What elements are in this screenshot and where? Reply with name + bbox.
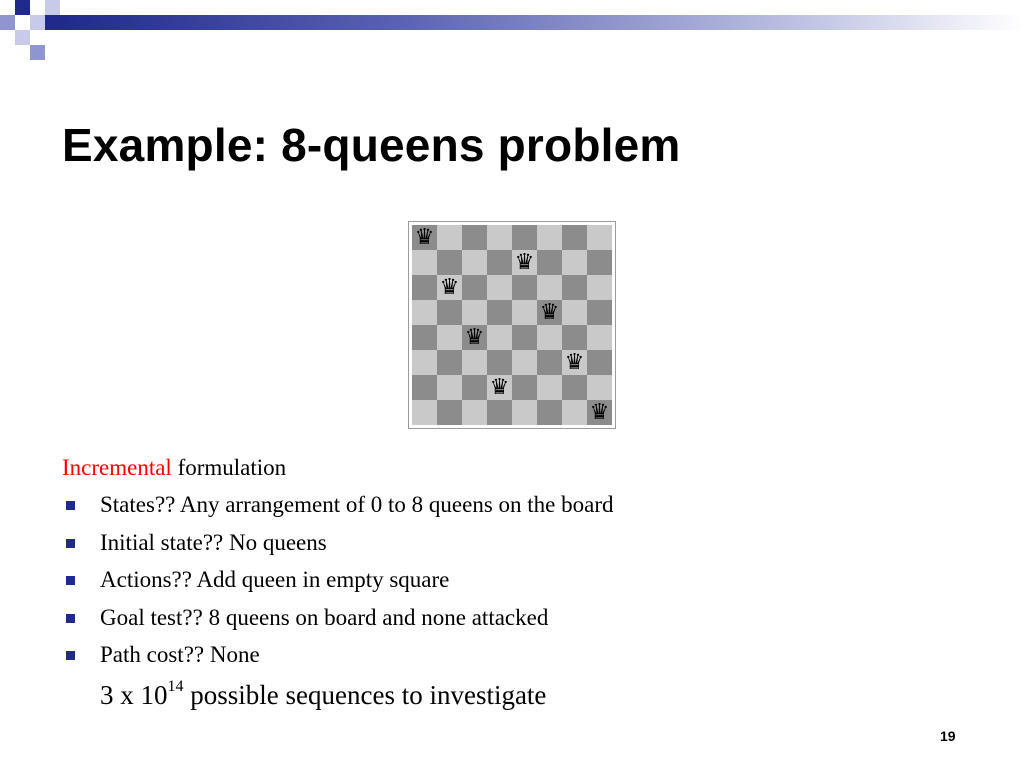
board-square bbox=[487, 325, 512, 350]
bullet-item bbox=[62, 641, 982, 668]
board-square bbox=[562, 250, 587, 275]
chess-queen-icon: ♛ bbox=[589, 400, 610, 425]
header-decoration bbox=[0, 0, 1024, 70]
board-square bbox=[562, 225, 587, 250]
chess-queen-icon: ♛ bbox=[514, 250, 535, 275]
square-bullet-icon bbox=[66, 614, 75, 623]
board-square bbox=[462, 275, 487, 300]
square-bullet-icon bbox=[66, 501, 75, 510]
bullet-text: Initial state?? No queens bbox=[100, 529, 327, 555]
board-square bbox=[437, 350, 462, 375]
slide-title: Example: 8-queens problem bbox=[62, 119, 681, 171]
sequences-suffix: possible sequences to investigate bbox=[183, 680, 547, 710]
bullet-item bbox=[62, 566, 982, 593]
header-gradient-bar bbox=[60, 15, 1024, 30]
board-square bbox=[562, 350, 587, 375]
board-square bbox=[537, 275, 562, 300]
square-bullet-icon bbox=[66, 576, 75, 585]
board-square bbox=[512, 250, 537, 275]
decor-square bbox=[15, 0, 30, 15]
bullet-item bbox=[62, 491, 982, 518]
board-square bbox=[562, 325, 587, 350]
board-square bbox=[462, 350, 487, 375]
board-square bbox=[537, 250, 562, 275]
chess-queen-icon: ♛ bbox=[539, 300, 560, 325]
formulation-heading bbox=[62, 455, 982, 481]
board-square bbox=[462, 375, 487, 400]
decor-square bbox=[0, 15, 15, 30]
board-square bbox=[412, 300, 437, 325]
board-square bbox=[587, 250, 612, 275]
board-square bbox=[562, 300, 587, 325]
page-number: 19 bbox=[940, 728, 956, 744]
board-square bbox=[587, 300, 612, 325]
board-square bbox=[412, 375, 437, 400]
board-square bbox=[437, 250, 462, 275]
board-square bbox=[587, 225, 612, 250]
board-square bbox=[537, 225, 562, 250]
formulation-rest: formulation bbox=[171, 455, 287, 480]
board-square bbox=[412, 250, 437, 275]
board-square bbox=[437, 300, 462, 325]
board-square bbox=[487, 300, 512, 325]
board-square bbox=[487, 350, 512, 375]
board-square bbox=[512, 300, 537, 325]
board-square bbox=[487, 400, 512, 425]
bullet-item bbox=[62, 604, 982, 631]
board-square bbox=[412, 275, 437, 300]
board-square bbox=[462, 250, 487, 275]
chess-queen-icon: ♛ bbox=[464, 325, 485, 350]
bullet-item bbox=[62, 529, 982, 556]
sequences-prefix: 3 x 10 bbox=[100, 680, 168, 710]
board-square bbox=[487, 250, 512, 275]
board-square bbox=[562, 375, 587, 400]
board-square bbox=[437, 225, 462, 250]
board-square bbox=[587, 350, 612, 375]
chessboard bbox=[412, 225, 612, 425]
decor-square bbox=[15, 30, 30, 45]
board-square bbox=[437, 400, 462, 425]
chess-queen-icon: ♛ bbox=[439, 275, 460, 300]
board-square bbox=[437, 275, 462, 300]
board-square bbox=[437, 375, 462, 400]
square-bullet-icon bbox=[66, 539, 75, 548]
board-square bbox=[512, 275, 537, 300]
bullet-text: Goal test?? 8 queens on board and none attacked bbox=[100, 604, 549, 630]
square-bullet-icon bbox=[66, 651, 75, 660]
board-square bbox=[512, 225, 537, 250]
board-square bbox=[462, 300, 487, 325]
formulation-accent-word: Incremental bbox=[62, 455, 172, 480]
board-square bbox=[512, 375, 537, 400]
board-square bbox=[562, 400, 587, 425]
sequences-exponent: 14 bbox=[167, 678, 184, 695]
decor-square bbox=[30, 15, 45, 30]
board-square bbox=[587, 325, 612, 350]
board-square bbox=[412, 225, 437, 250]
board-square bbox=[587, 375, 612, 400]
board-square bbox=[437, 325, 462, 350]
board-square bbox=[537, 400, 562, 425]
board-square bbox=[412, 400, 437, 425]
board-square bbox=[487, 375, 512, 400]
board-square bbox=[512, 325, 537, 350]
board-square bbox=[537, 325, 562, 350]
decor-square bbox=[45, 0, 60, 15]
board-square bbox=[462, 325, 487, 350]
board-square bbox=[462, 225, 487, 250]
board-square bbox=[587, 275, 612, 300]
slide-body bbox=[62, 455, 982, 679]
bullet-text: Actions?? Add queen in empty square bbox=[100, 567, 450, 592]
board-square bbox=[412, 325, 437, 350]
chess-queen-icon: ♛ bbox=[564, 350, 585, 375]
board-square bbox=[562, 275, 587, 300]
board-square bbox=[512, 350, 537, 375]
bullet-text: Path cost?? None bbox=[100, 642, 260, 667]
bullet-list bbox=[62, 491, 982, 668]
board-square bbox=[487, 225, 512, 250]
chessboard-frame bbox=[408, 221, 616, 429]
chess-queen-icon: ♛ bbox=[489, 375, 510, 400]
board-square bbox=[537, 350, 562, 375]
board-square bbox=[537, 375, 562, 400]
board-square bbox=[462, 400, 487, 425]
board-square bbox=[512, 400, 537, 425]
decor-square bbox=[30, 45, 45, 60]
sequences-note bbox=[100, 680, 546, 711]
board-square bbox=[537, 300, 562, 325]
chess-queen-icon: ♛ bbox=[414, 225, 435, 250]
board-square bbox=[587, 400, 612, 425]
decor-square bbox=[45, 15, 60, 30]
bullet-text: States?? Any arrangement of 0 to 8 queens on the board bbox=[100, 492, 614, 517]
board-square bbox=[412, 350, 437, 375]
board-square bbox=[487, 275, 512, 300]
